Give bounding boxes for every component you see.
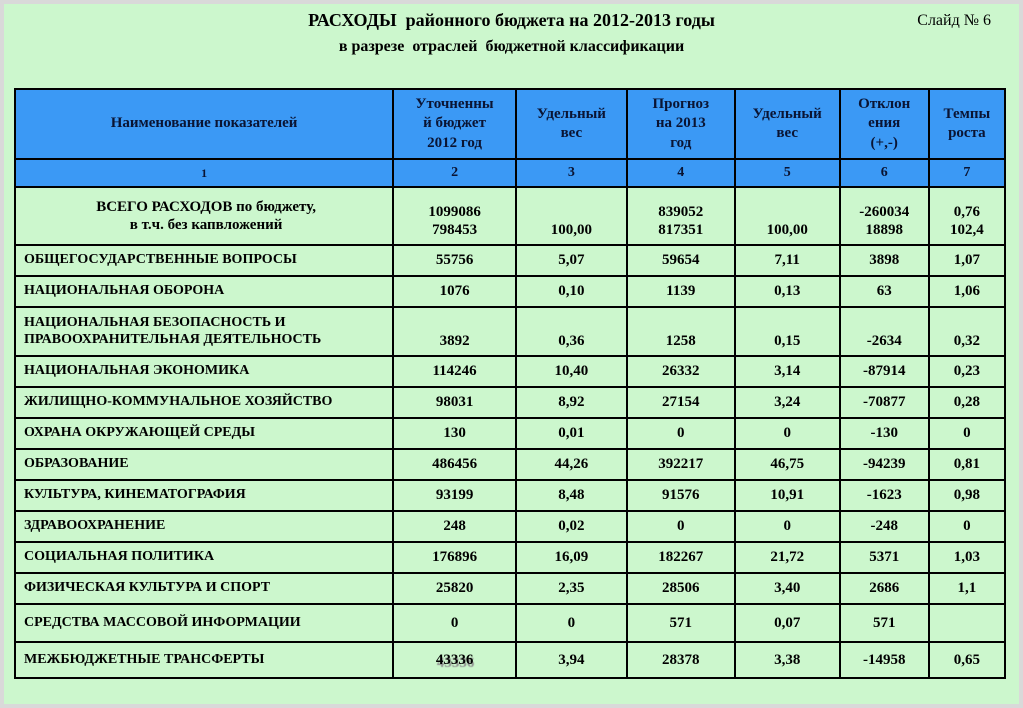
cell-value-line: -248	[870, 518, 898, 535]
row-name-line: ПРАВООХРАНИТЕЛЬНАЯ ДЕЯТЕЛЬНОСТЬ	[24, 331, 322, 347]
cell-value-line: 3898	[869, 252, 900, 269]
cell-value-line: 21,72	[770, 549, 805, 566]
cell-value	[929, 356, 1005, 387]
cell-value	[627, 245, 735, 276]
header-line: вес	[560, 125, 583, 141]
row-name-line: ОХРАНА ОКРУЖАЮЩЕЙ СРЕДЫ	[24, 425, 255, 441]
cell-value	[627, 604, 735, 642]
cell-value-line: 1099086	[428, 203, 481, 220]
row-name	[15, 307, 393, 356]
cell-value-line: 114246	[432, 363, 477, 380]
cell-value-line: 8,92	[558, 394, 585, 411]
cell-value	[516, 307, 627, 356]
cell-value-line: 27154	[662, 394, 700, 411]
cell-value	[516, 604, 627, 642]
cell-value-line: 248	[443, 518, 466, 535]
table-row	[15, 307, 1005, 356]
header-line: Отклон	[858, 95, 911, 112]
table-row	[15, 542, 1005, 573]
cell-value	[627, 449, 735, 480]
table-row	[15, 418, 1005, 449]
cell-value-line: 1,03	[953, 549, 980, 566]
cell-value-line: 10,40	[554, 363, 589, 380]
cell-value	[627, 573, 735, 604]
column-header-2	[393, 89, 516, 159]
cell-value-line: 0,65	[953, 651, 980, 668]
cell-value	[516, 642, 627, 678]
cell-value-line: -87914	[862, 363, 906, 380]
cell-value-line: 44,26	[554, 456, 589, 473]
cell-value	[840, 276, 929, 307]
row-name	[15, 449, 393, 480]
cell-value	[393, 542, 516, 573]
row-name	[15, 642, 393, 678]
header-line: год	[670, 134, 692, 151]
column-header-7	[929, 89, 1005, 159]
row-name	[15, 511, 393, 542]
row-name	[15, 356, 393, 387]
header-line: (+,-)	[870, 134, 898, 151]
cell-value-line: 0	[963, 425, 971, 442]
cell-value	[627, 356, 735, 387]
row-name	[15, 542, 393, 573]
cell-value	[735, 449, 840, 480]
cell-value	[735, 511, 840, 542]
row-name	[15, 604, 393, 642]
row-name	[15, 573, 393, 604]
cell-value-line: 0	[783, 518, 791, 535]
cell-value-line: 1,07	[953, 252, 980, 269]
cell-value-line: 0,15	[774, 333, 801, 350]
table-row	[15, 187, 1005, 245]
cell-value	[393, 642, 516, 678]
cell-value	[735, 604, 840, 642]
row-name	[15, 418, 393, 449]
cell-value-line: 182267	[658, 549, 704, 566]
cell-value-line: 25820	[435, 580, 474, 597]
cell-value-line: -260034	[859, 203, 910, 220]
table-row	[15, 356, 1005, 387]
cell-value	[393, 187, 516, 245]
column-number: 7	[929, 159, 1005, 187]
cell-value-line: 5371	[869, 549, 900, 566]
cell-value-line: 0	[963, 518, 971, 535]
cell-value	[929, 511, 1005, 542]
row-name-line: НАЦИОНАЛЬНАЯ ЭКОНОМИКА	[24, 363, 250, 379]
cell-value-line: 1,06	[953, 283, 980, 300]
cell-value-line: 2,35	[558, 580, 585, 597]
column-number-row	[15, 159, 1005, 187]
row-name-line: ВСЕГО РАСХОДОВ по бюджету,	[96, 199, 316, 215]
cell-value	[735, 542, 840, 573]
cell-value-line: -70877	[862, 394, 906, 411]
cell-value	[393, 511, 516, 542]
cell-value	[627, 511, 735, 542]
slide-title	[4, 10, 1019, 56]
header-line: ения	[868, 115, 901, 132]
row-name-line: ОБЩЕГОСУДАРСТВЕННЫЕ ВОПРОСЫ	[24, 252, 297, 268]
cell-value-line: 392217	[658, 456, 704, 473]
cell-value	[735, 307, 840, 356]
cell-value	[627, 542, 735, 573]
cell-value-line: 1,1	[957, 580, 977, 597]
slide-title-line2: в разрезе отраслей бюджетной классификации	[338, 38, 685, 55]
cell-value-line: 0	[677, 518, 685, 535]
cell-value	[516, 542, 627, 573]
column-number: 4	[627, 159, 735, 187]
header-line: Уточненны	[415, 95, 494, 112]
cell-value	[516, 511, 627, 542]
cell-value	[393, 245, 516, 276]
cell-value	[840, 604, 929, 642]
cell-value	[627, 387, 735, 418]
cell-value	[840, 387, 929, 418]
header-line: вес	[776, 125, 798, 141]
cell-value	[840, 511, 929, 542]
table-row	[15, 573, 1005, 604]
cell-value-line: 486456	[432, 456, 478, 473]
cell-value	[393, 480, 516, 511]
header-line: Наименование показателей	[110, 115, 298, 132]
cell-value-line: 1258	[665, 333, 696, 350]
cell-value	[735, 387, 840, 418]
row-name	[15, 480, 393, 511]
cell-value-line: -2634	[866, 333, 902, 350]
row-name	[15, 187, 393, 245]
cell-value-line	[932, 614, 1002, 632]
cell-value	[929, 276, 1005, 307]
header-line: й бюджет	[423, 115, 486, 132]
cell-value	[627, 307, 735, 356]
column-header-5	[735, 89, 840, 159]
cell-value-line: 3,38	[774, 651, 801, 668]
row-name-line: ОБРАЗОВАНИЕ	[24, 456, 129, 472]
cell-value	[516, 187, 627, 245]
cell-value-line: -1623	[866, 487, 902, 504]
cell-value	[735, 642, 840, 678]
header-line: роста	[948, 125, 986, 141]
table-header	[15, 89, 1005, 187]
cell-value-line: 3,24	[774, 394, 801, 411]
cell-value-line: -94239	[862, 456, 906, 473]
cell-value-line: -130	[870, 425, 898, 442]
cell-value	[393, 356, 516, 387]
cell-value	[735, 187, 840, 245]
cell-value-line: 571	[669, 614, 693, 631]
slide-title-line1: РАСХОДЫ районного бюджета на 2012-2013 годы	[308, 10, 715, 30]
cell-value-line: 100,00	[550, 222, 592, 239]
cell-value-line: 18898	[865, 222, 903, 239]
column-header-4	[627, 89, 735, 159]
header-line: Темпы	[943, 105, 991, 122]
cell-value	[840, 542, 929, 573]
cell-value	[735, 276, 840, 307]
cell-value-line: 16,09	[554, 549, 589, 566]
header-line: 2012 год	[427, 134, 482, 151]
cell-value-line: 93199	[435, 487, 474, 504]
cell-value	[929, 387, 1005, 418]
cell-value-line: 26332	[662, 363, 700, 380]
row-name-line: КУЛЬТУРА, КИНЕМАТОГРАФИЯ	[24, 487, 246, 503]
row-name-line: МЕЖБЮДЖЕТНЫЕ ТРАНСФЕРТЫ	[24, 651, 265, 667]
cell-value	[929, 418, 1005, 449]
cell-value-line: 0,28	[953, 394, 980, 411]
cell-value	[516, 480, 627, 511]
cell-value	[840, 307, 929, 356]
row-name-line: НАЦИОНАЛЬНАЯ ОБОРОНА	[24, 283, 225, 299]
cell-value-line: 0,23	[953, 363, 980, 380]
cell-value	[516, 356, 627, 387]
cell-value	[393, 573, 516, 604]
cell-value-line: 28378	[662, 651, 700, 668]
cell-value	[929, 604, 1005, 642]
cell-value	[516, 276, 627, 307]
column-number: 2	[393, 159, 516, 187]
cell-value-line: 0,10	[558, 283, 585, 300]
table-row	[15, 387, 1005, 418]
cell-value-line: 10,91	[770, 487, 805, 504]
cell-value-line: 8,48	[558, 487, 585, 504]
cell-value-line: 0,32	[953, 333, 980, 350]
cell-value-line	[519, 203, 624, 221]
row-name-line: ЗДРАВООХРАНЕНИЕ	[24, 518, 166, 534]
cell-value-line: 0,98	[953, 487, 980, 504]
cell-value-line: 102,4	[950, 222, 984, 239]
cell-value-line: 46,75	[770, 456, 805, 473]
cell-value	[735, 418, 840, 449]
column-number: 1	[15, 159, 393, 187]
column-number: 5	[735, 159, 840, 187]
table-row	[15, 642, 1005, 678]
table-body	[15, 187, 1005, 678]
cell-value	[929, 187, 1005, 245]
cell-value-line: 2686	[869, 580, 900, 597]
cell-value	[735, 245, 840, 276]
cell-value	[393, 276, 516, 307]
header-row	[15, 89, 1005, 159]
cell-value-line: 0,76	[953, 203, 980, 220]
cell-value	[516, 449, 627, 480]
cell-value-line: 130	[443, 425, 466, 442]
cell-value	[393, 449, 516, 480]
cell-value-line: 817351	[658, 222, 704, 239]
slide-number: Слайд № 6	[917, 12, 991, 29]
cell-value-line: 98031	[435, 394, 474, 411]
cell-value	[840, 449, 929, 480]
row-name-line: СОЦИАЛЬНАЯ ПОЛИТИКА	[24, 549, 215, 565]
cell-value-line	[738, 203, 837, 221]
table-row	[15, 449, 1005, 480]
cell-value	[840, 187, 929, 245]
cell-value-line: 571	[872, 614, 896, 631]
cell-value	[840, 245, 929, 276]
cell-value-line: 0,81	[953, 456, 980, 473]
cell-value	[735, 356, 840, 387]
cell-value-line: 28506	[662, 580, 700, 597]
header-line: Удельный	[536, 105, 606, 122]
cell-value-line: 0	[783, 425, 791, 442]
cell-value-line: 3892	[439, 333, 470, 350]
table-row	[15, 511, 1005, 542]
row-name-line: СРЕДСТВА МАССОВОЙ ИНФОРМАЦИИ	[24, 614, 301, 630]
cell-value-line: 0	[677, 425, 685, 442]
cell-value-line: 0	[450, 614, 459, 631]
cell-value-line: 1076	[439, 283, 470, 300]
column-header-1	[15, 89, 393, 159]
row-name-line: ФИЗИЧЕСКАЯ КУЛЬТУРА И СПОРТ	[24, 580, 271, 596]
row-name-line: НАЦИОНАЛЬНАЯ БЕЗОПАСНОСТЬ И	[24, 314, 286, 330]
cell-value-line: 7,11	[774, 252, 800, 269]
table-row	[15, 245, 1005, 276]
cell-value-line: 43336	[435, 651, 474, 668]
cell-value	[516, 387, 627, 418]
cell-value	[516, 418, 627, 449]
cell-value	[393, 604, 516, 642]
cell-value	[516, 573, 627, 604]
cell-value-line: 798453	[432, 222, 478, 239]
cell-value	[840, 356, 929, 387]
cell-value	[929, 542, 1005, 573]
cell-value-line: 0	[567, 614, 576, 631]
cell-value-line: 0,07	[774, 614, 801, 631]
cell-value	[735, 480, 840, 511]
cell-value-line: 91576	[662, 487, 700, 504]
cell-value	[840, 573, 929, 604]
cell-value-line: 59654	[662, 252, 700, 269]
cell-value	[929, 307, 1005, 356]
cell-value	[393, 387, 516, 418]
table-row	[15, 276, 1005, 307]
cell-value-line: 176896	[432, 549, 478, 566]
cell-value	[516, 245, 627, 276]
cell-value-line: 1139	[666, 283, 696, 300]
header-line: на 2013	[655, 115, 706, 132]
cell-value	[627, 642, 735, 678]
column-header-3	[516, 89, 627, 159]
row-name	[15, 245, 393, 276]
cell-value-line: 0,36	[558, 333, 585, 350]
cell-value	[929, 480, 1005, 511]
cell-value	[627, 276, 735, 307]
cell-value-line: -14958	[862, 651, 906, 668]
column-number: 3	[516, 159, 627, 187]
cell-value	[840, 418, 929, 449]
cell-value	[393, 307, 516, 356]
row-name-line: в т.ч. без капвложений	[129, 217, 283, 233]
row-name	[15, 387, 393, 418]
cell-value	[840, 642, 929, 678]
budget-table	[14, 88, 1006, 679]
cell-value-line: 3,14	[774, 363, 801, 380]
cell-value-line: 63	[876, 283, 892, 300]
cell-value	[627, 418, 735, 449]
table-row	[15, 604, 1005, 642]
column-header-6	[840, 89, 929, 159]
cell-value-line: 0,13	[774, 283, 801, 300]
cell-value-line: 0,02	[558, 518, 585, 535]
cell-value-line: 3,94	[558, 651, 585, 668]
cell-value-line: 100,00	[766, 222, 808, 239]
cell-value	[627, 187, 735, 245]
cell-value	[929, 245, 1005, 276]
cell-value	[840, 480, 929, 511]
cell-value	[929, 449, 1005, 480]
column-number: 6	[840, 159, 929, 187]
cell-value	[735, 573, 840, 604]
cell-value-line: 0,01	[558, 425, 585, 442]
header-line: Прогноз	[652, 95, 710, 112]
cell-value	[929, 573, 1005, 604]
cell-value	[393, 418, 516, 449]
cell-value-line: 839052	[658, 203, 704, 220]
cell-value-line: 5,07	[558, 252, 585, 269]
table-row	[15, 480, 1005, 511]
row-name	[15, 276, 393, 307]
row-name-line: ЖИЛИЩНО-КОММУНАЛЬНОЕ ХОЗЯЙСТВО	[24, 394, 333, 410]
cell-value	[929, 642, 1005, 678]
cell-value-line: 55756	[435, 252, 474, 269]
cell-value	[627, 480, 735, 511]
cell-value-line: 3,40	[774, 580, 801, 597]
header-line: Удельный	[752, 105, 822, 122]
